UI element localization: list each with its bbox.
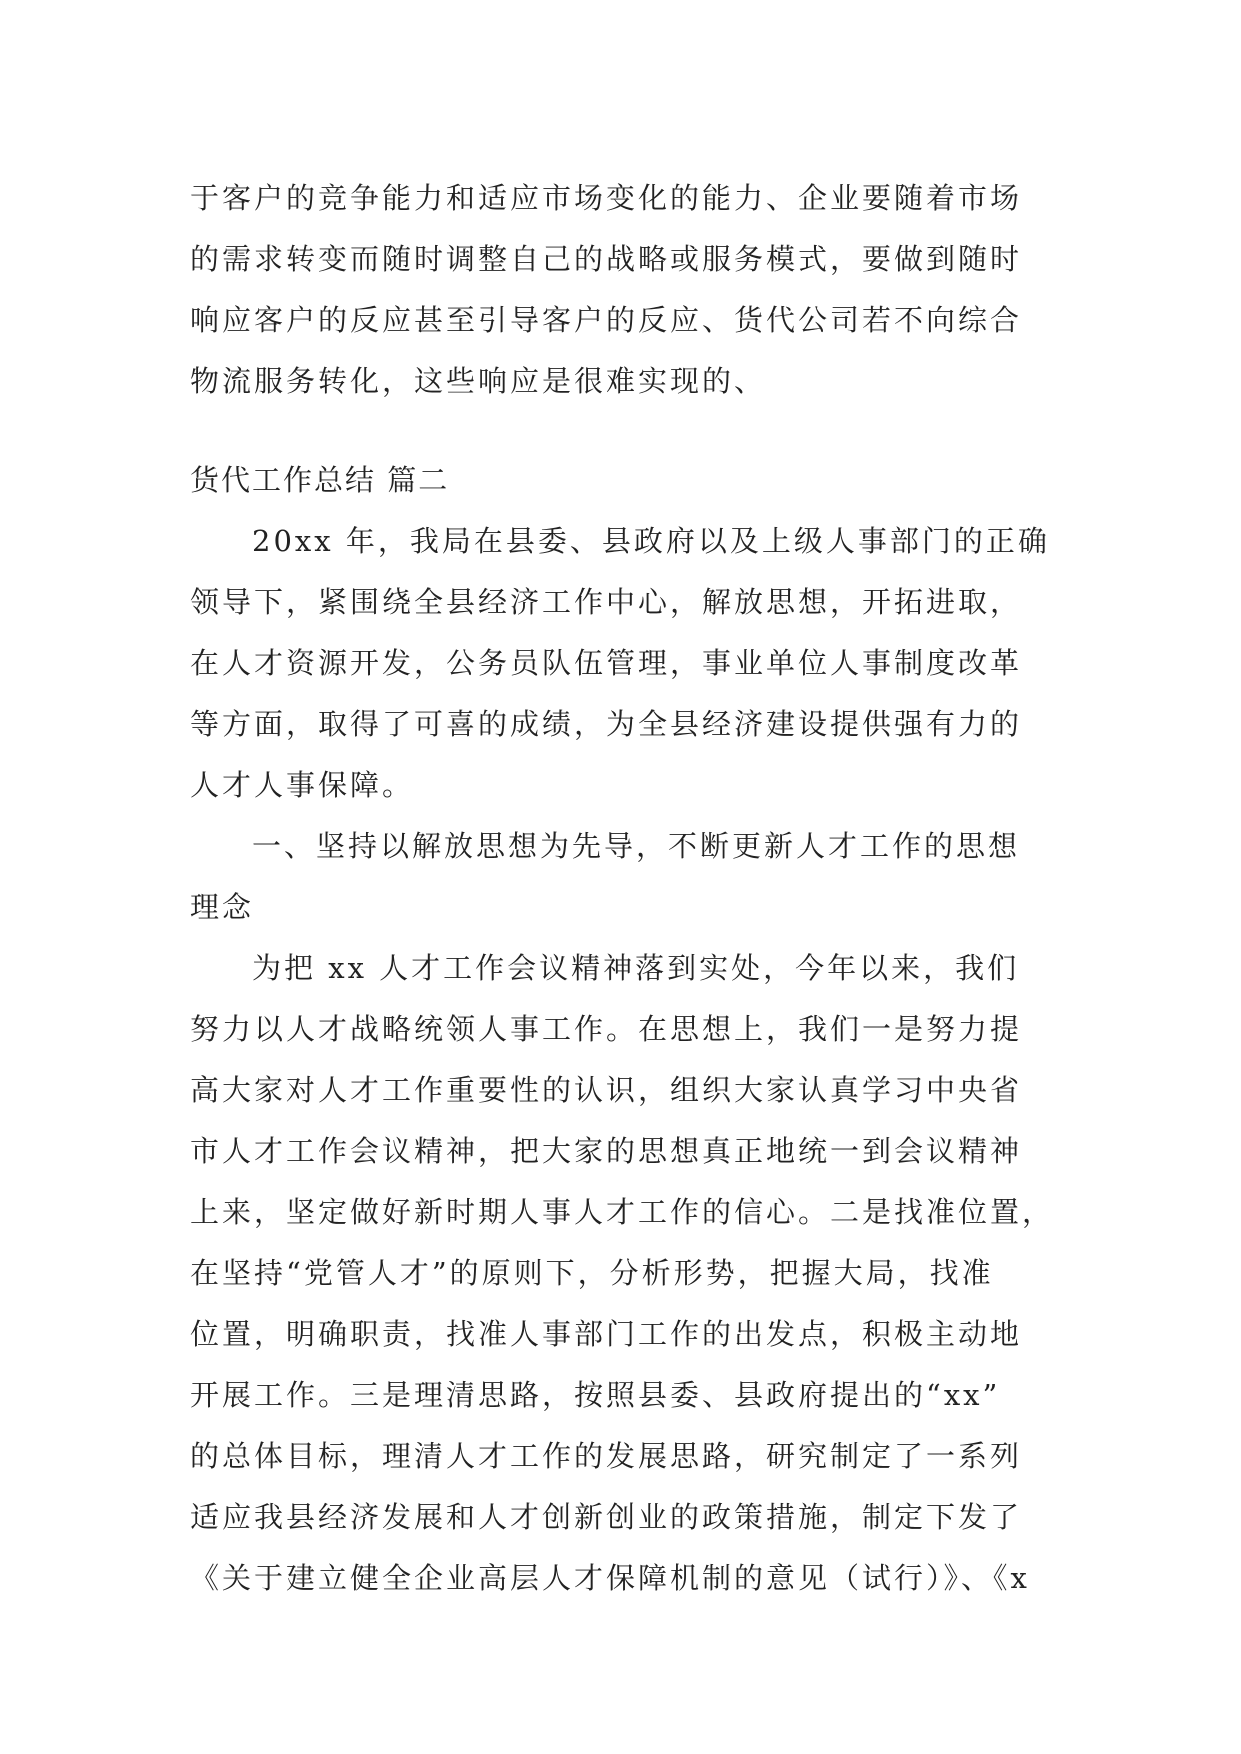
text-line: 领导下，紧围绕全县经济工作中心，解放思想，开拓进取，: [190, 585, 1023, 619]
text-line: 理念: [190, 890, 255, 924]
subheading-one: [190, 816, 1050, 938]
text-line: 市人才工作会议精神，把大家的思想真正地统一到会议精神: [190, 1134, 1023, 1168]
text-line: 20xx 年，我局在县委、县政府以及上级人事部门的正确: [252, 524, 1050, 558]
text-line: 一、坚持以解放思想为先导，不断更新人才工作的思想: [252, 829, 1021, 863]
text-line: 的需求转变而随时调整自己的战略或服务模式，要做到随时: [190, 242, 1023, 276]
text-line: 的总体目标，理清人才工作的发展思路，研究制定了一系列: [190, 1439, 1023, 1473]
text-line: 在坚持“党管人才”的原则下，分析形势，把握大局，找准: [190, 1256, 994, 1290]
text-line: 高大家对人才工作重要性的认识，组织大家认真学习中央省: [190, 1073, 1023, 1107]
text-line: 上来，坚定做好新时期人事人才工作的信心。二是找准位置，: [190, 1195, 1055, 1229]
text-line: 人才人事保障。: [190, 768, 415, 802]
text-line: 努力以人才战略统领人事工作。在思想上，我们一是努力提: [190, 1012, 1023, 1046]
text-line: 等方面，取得了可喜的成绩，为全县经济建设提供强有力的: [190, 707, 1023, 741]
paragraph-body: [190, 938, 1055, 1609]
text-line: 《关于建立健全企业高层人才保障机制的意见（试行）》、《x: [190, 1561, 1030, 1595]
text-line: 物流服务转化，这些响应是很难实现的、: [190, 364, 767, 398]
text-line: 位置，明确职责，找准人事部门工作的出发点，积极主动地: [190, 1317, 1023, 1351]
document-body: [190, 168, 1055, 1609]
text-line: 在人才资源开发，公务员队伍管理，事业单位人事制度改革: [190, 646, 1023, 680]
paragraph-intro: [190, 511, 1050, 816]
section-heading: 货代工作总结 篇二: [190, 463, 450, 497]
paragraph-gap: [190, 412, 1050, 450]
text-line: 为把 xx 人才工作会议精神落到实处，今年以来，我们: [252, 951, 1020, 985]
text-line: 适应我县经济发展和人才创新创业的政策措施，制定下发了: [190, 1500, 1023, 1534]
text-line: 响应客户的反应甚至引导客户的反应、货代公司若不向综合: [190, 303, 1023, 337]
text-line: 开展工作。三是理清思路，按照县委、县政府提出的“xx”: [190, 1378, 1001, 1412]
text-line: 于客户的竞争能力和适应市场变化的能力、企业要随着市场: [190, 181, 1023, 215]
paragraph-continued: [190, 168, 1050, 412]
